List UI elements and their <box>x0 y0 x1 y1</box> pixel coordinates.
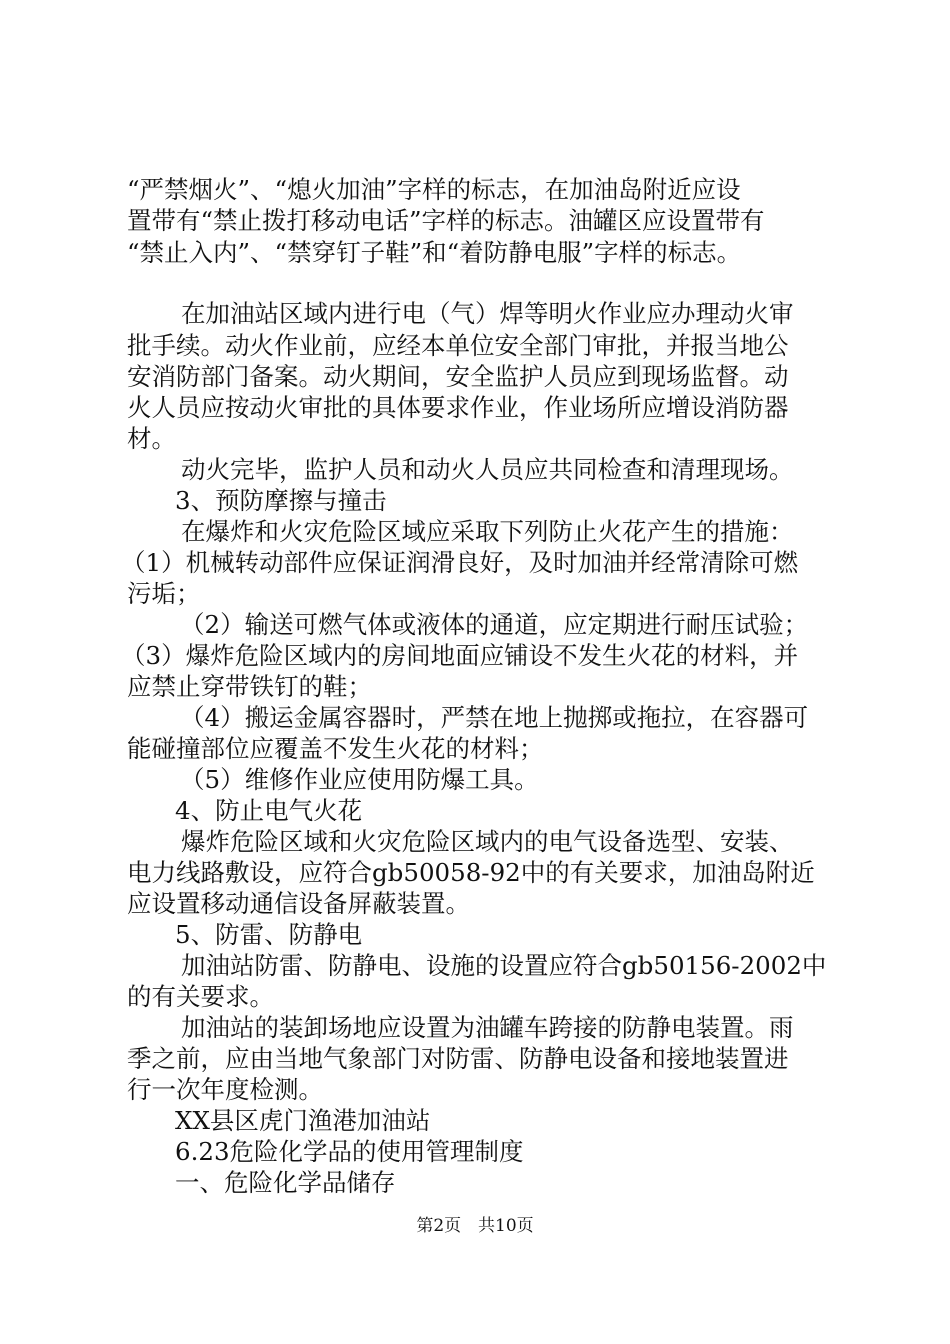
text-line: 置带有“禁止拨打移动电话”字样的标志。油罐区应设置带有 <box>127 206 765 235</box>
text-line: （4）搬运金属容器时，严禁在地上抛掷或拖拉，在容器可 <box>180 703 809 732</box>
section-heading: 3、预防摩擦与撞击 <box>175 486 387 515</box>
text-line: 爆炸危险区域和火灾危险区域内的电气设备选型、安装、 <box>181 827 794 856</box>
page-footer <box>0 1216 950 1236</box>
text-line: 在加油站区域内进行电（气）焊等明火作业应办理动火审 <box>181 299 794 328</box>
page-total: 共10页 <box>478 1216 534 1236</box>
text-line: “禁止入内”、“禁穿钉子鞋”和“着防静电服”字样的标志。 <box>127 238 742 267</box>
text-line: （2）输送可燃气体或液体的通道，应定期进行耐压试验； <box>180 610 809 639</box>
text-line: “严禁烟火”、“熄火加油”字样的标志，在加油岛附近应设 <box>127 175 741 204</box>
text-line: 火人员应按动火审批的具体要求作业，作业场所应增设消防器 <box>127 393 789 422</box>
text-line: （3）爆炸危险区域内的房间地面应铺设不发生火花的材料，并 <box>121 641 799 670</box>
text-line: 能碰撞部位应覆盖不发生火花的材料； <box>127 734 544 763</box>
text-line: 加油站的装卸场地应设置为油罐车跨接的防静电装置。雨 <box>181 1013 794 1042</box>
text-line: 污垢； <box>127 579 201 608</box>
text-line: 行一次年度检测。 <box>127 1075 323 1104</box>
text-line: 应设置移动通信设备屏蔽装置。 <box>127 889 470 918</box>
text-line: 季之前，应由当地气象部门对防雷、防静电设备和接地装置进 <box>127 1044 789 1073</box>
text-line: 在爆炸和火灾危险区域应采取下列防止火花产生的措施： <box>181 517 794 546</box>
signature-line: XX县区虎门渔港加油站 <box>175 1106 431 1135</box>
text-line: 的有关要求。 <box>127 982 274 1011</box>
text-line: 材。 <box>127 424 176 453</box>
text-line: （5）维修作业应使用防爆工具。 <box>180 765 539 794</box>
section-heading: 5、防雷、防静电 <box>175 920 363 949</box>
section-heading: 一、危险化学品储存 <box>175 1168 396 1197</box>
text-line: 电力线路敷设，应符合gb50058-92中的有关要求，加油岛附近 <box>127 858 815 887</box>
text-line: 加油站防雷、防静电、设施的设置应符合gb50156-2002中 <box>181 951 827 980</box>
text-line: 安消防部门备案。动火期间，安全监护人员应到现场监督。动 <box>127 362 789 391</box>
page-number: 第2页 <box>416 1216 462 1236</box>
text-line: 批手续。动火作业前，应经本单位安全部门审批，并报当地公 <box>127 331 789 360</box>
text-line: （1）机械转动部件应保证润滑良好，及时加油并经常清除可燃 <box>121 548 799 577</box>
section-heading: 6.23危险化学品的使用管理制度 <box>175 1137 524 1166</box>
section-heading: 4、防止电气火花 <box>175 796 363 825</box>
text-line: 应禁止穿带铁钉的鞋； <box>127 672 372 701</box>
text-line: 动火完毕，监护人员和动火人员应共同检查和清理现场。 <box>181 455 794 484</box>
